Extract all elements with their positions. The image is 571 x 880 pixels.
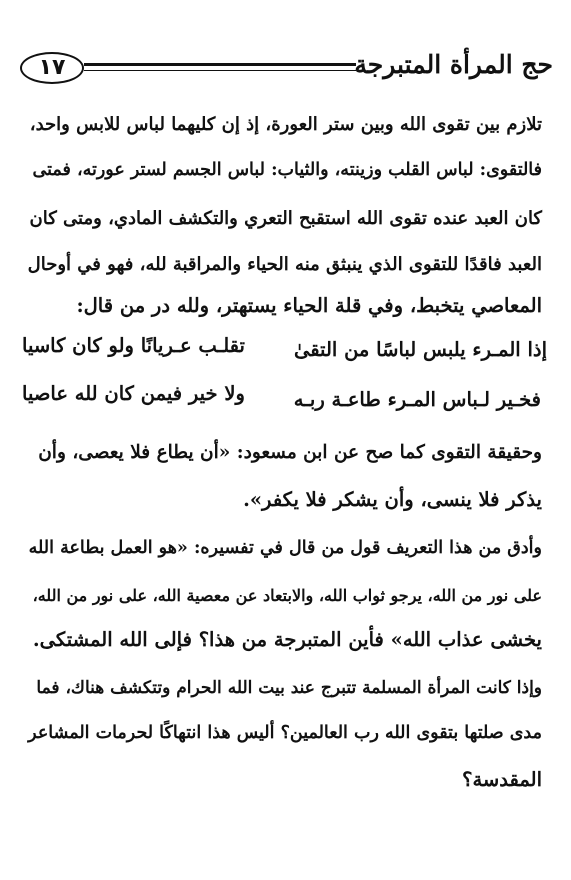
- header-rule-thick: [84, 63, 356, 66]
- text-line: على نور من الله، يرجو ثواب الله، والابتعاد عن معصية الله، على نور من الله،: [32, 586, 542, 605]
- text-line: يخشى عذاب الله» فأين المتبرجة من هذا؟ فإلى الله المشتكى.: [32, 628, 542, 651]
- running-title: حج المرأة المتبرجة: [354, 50, 553, 79]
- text-line: وإذا كانت المرأة المسلمة تتبرج عند بيت الله الحرام وتتكشف هناك، فما: [36, 678, 542, 698]
- header-rule-thin: [84, 70, 356, 71]
- text-line: تلازم بين تقوى الله وبين ستر العورة، إذ إن كليهما لباس للابس واحد،: [29, 114, 542, 135]
- text-line: مدى صلتها بتقوى الله رب العالمين؟ أليس هذا انتهاكًا لحرمات المشاعر: [28, 723, 542, 743]
- text-line: يذكر فلا ينسى، وأن يشكر فلا يكفر».: [243, 488, 542, 511]
- verse-1-first-half: إذا المـرء يلبس لباسًا من التقىٰ: [293, 338, 547, 361]
- page-number-badge: [20, 52, 84, 84]
- verse-2-first-half: فخـير لـباس المـرء طاعـة ربـه: [293, 388, 541, 411]
- text-line: المعاصي يتخبط، وفي قلة الحياء يستهتر، ولله در من قال:: [76, 294, 542, 317]
- page-header: [14, 44, 559, 94]
- text-line: وحقيقة التقوى كما صح عن ابن مسعود: «أن يطاع فلا يعصى، وأن: [38, 442, 542, 463]
- text-line: وأدق من هذا التعريف قول من قال في تفسيره: «هو العمل بطاعة الله: [28, 538, 542, 558]
- page-number: ١٧: [38, 55, 66, 80]
- text-line: العبد فاقدًا للتقوى الذي ينبثق منه الحياء والمراقبة لله، فهو في أوحال: [27, 254, 542, 275]
- text-line: فالتقوى: لباس القلب وزينته، والثياب: لباس الجسم لستر عورته، فمتى: [32, 160, 542, 180]
- text-line: المقدسة؟: [462, 768, 542, 791]
- verse-1-second-half: تقلـب عـريانًا ولو كان كاسيا: [22, 334, 245, 357]
- text-line: كان العبد عنده تقوى الله استقبح التعري والتكشف المادي، ومتى كان: [29, 208, 542, 229]
- verse-2-second-half: ولا خير فيمن كان لله عاصيا: [22, 382, 245, 405]
